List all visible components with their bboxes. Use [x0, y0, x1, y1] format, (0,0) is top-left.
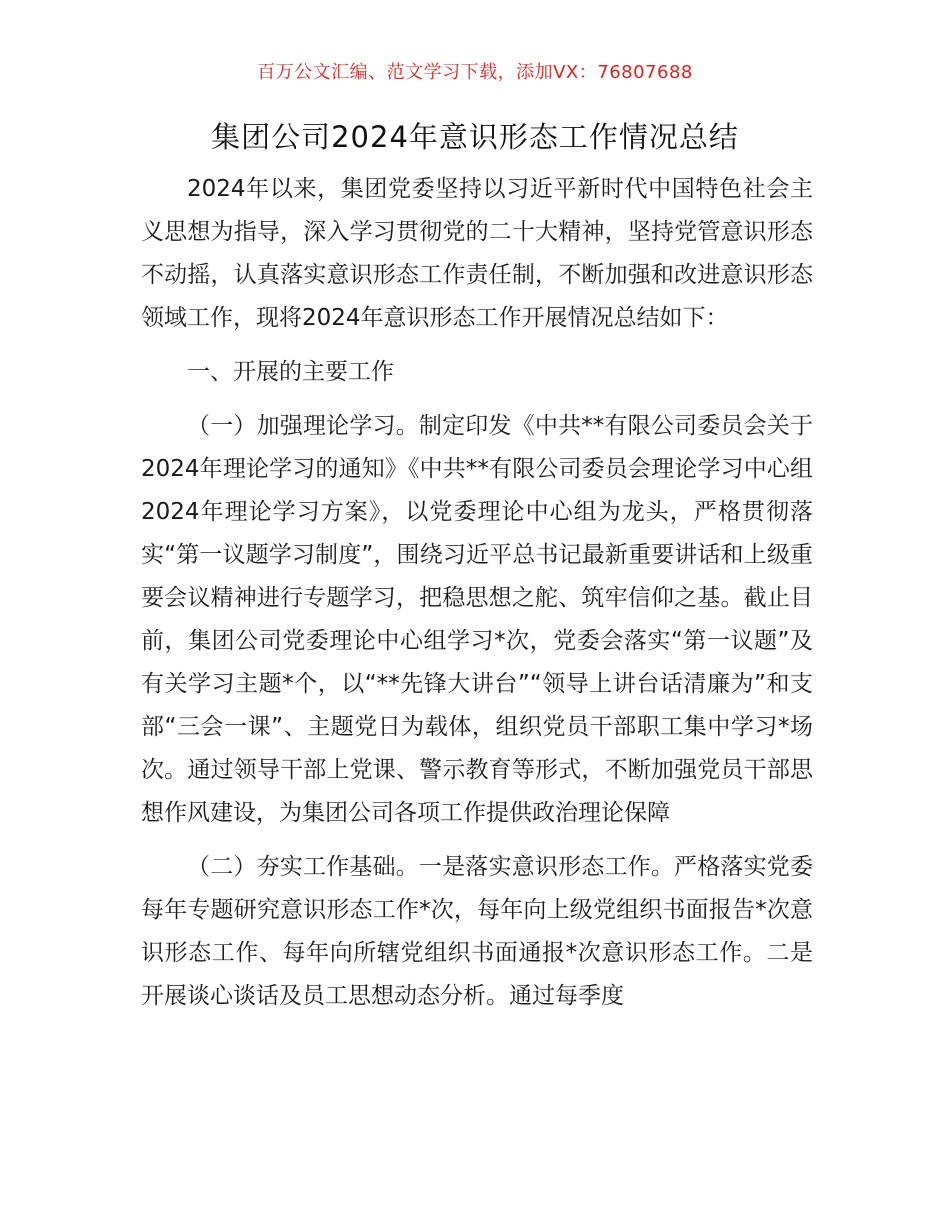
document-body	[141, 168, 813, 1018]
paragraph-work-foundation: （二）夯实工作基础。一是落实意识形态工作。严格落实党委每年专题研究意识形态工作*次，每年向上级党组织书面报告*次意识形态工作、每年向所辖党组织书面通报*次意识形态工作。二是开展谈心谈话及员工思想动态分析。通过每季度	[141, 854, 813, 1009]
watermark-header: 百万公文汇编、范文学习下载，添加VX：76807688	[257, 62, 693, 83]
intro-paragraph: 2024年以来，集团党委坚持以习近平新时代中国特色社会主义思想为指导，深入学习贯彻党的二十大精神，坚持党管意识形态不动摇，认真落实意识形态工作责任制，不断加强和改进意识形态领域工作，现将2024年意识形态工作开展情况总结如下：	[141, 176, 813, 331]
section-heading-main-work: 一、开展的主要工作	[187, 359, 394, 385]
paragraph-theory-study: （一）加强理论学习。制定印发《中共**有限公司委员会关于2024年理论学习的通知》《中共**有限公司委员会理论学习中心组2024年理论学习方案》，以党委理论中心组为龙头，严格贯彻落实“第一议题学习制度”，围绕习近平总书记最新重要讲话和上级重要会议精神进行专题学习，把稳思想之舵、筑牢信仰之基。截止目前，集团公司党委理论中心组学习*次，党委会落实“第一议题”及有关学习主题*个，以“**先锋大讲台”“领导上讲台话清廉为”和支部“三会一课”、主题党日为载体，组织党员干部职工集中学习*场次。通过领导干部上党课、警示教育等形式，不断加强党员干部思想作风建设，为集团公司各项工作提供政治理论保障	[141, 413, 813, 826]
document-title: 集团公司2024年意识形态工作情况总结	[211, 120, 739, 154]
